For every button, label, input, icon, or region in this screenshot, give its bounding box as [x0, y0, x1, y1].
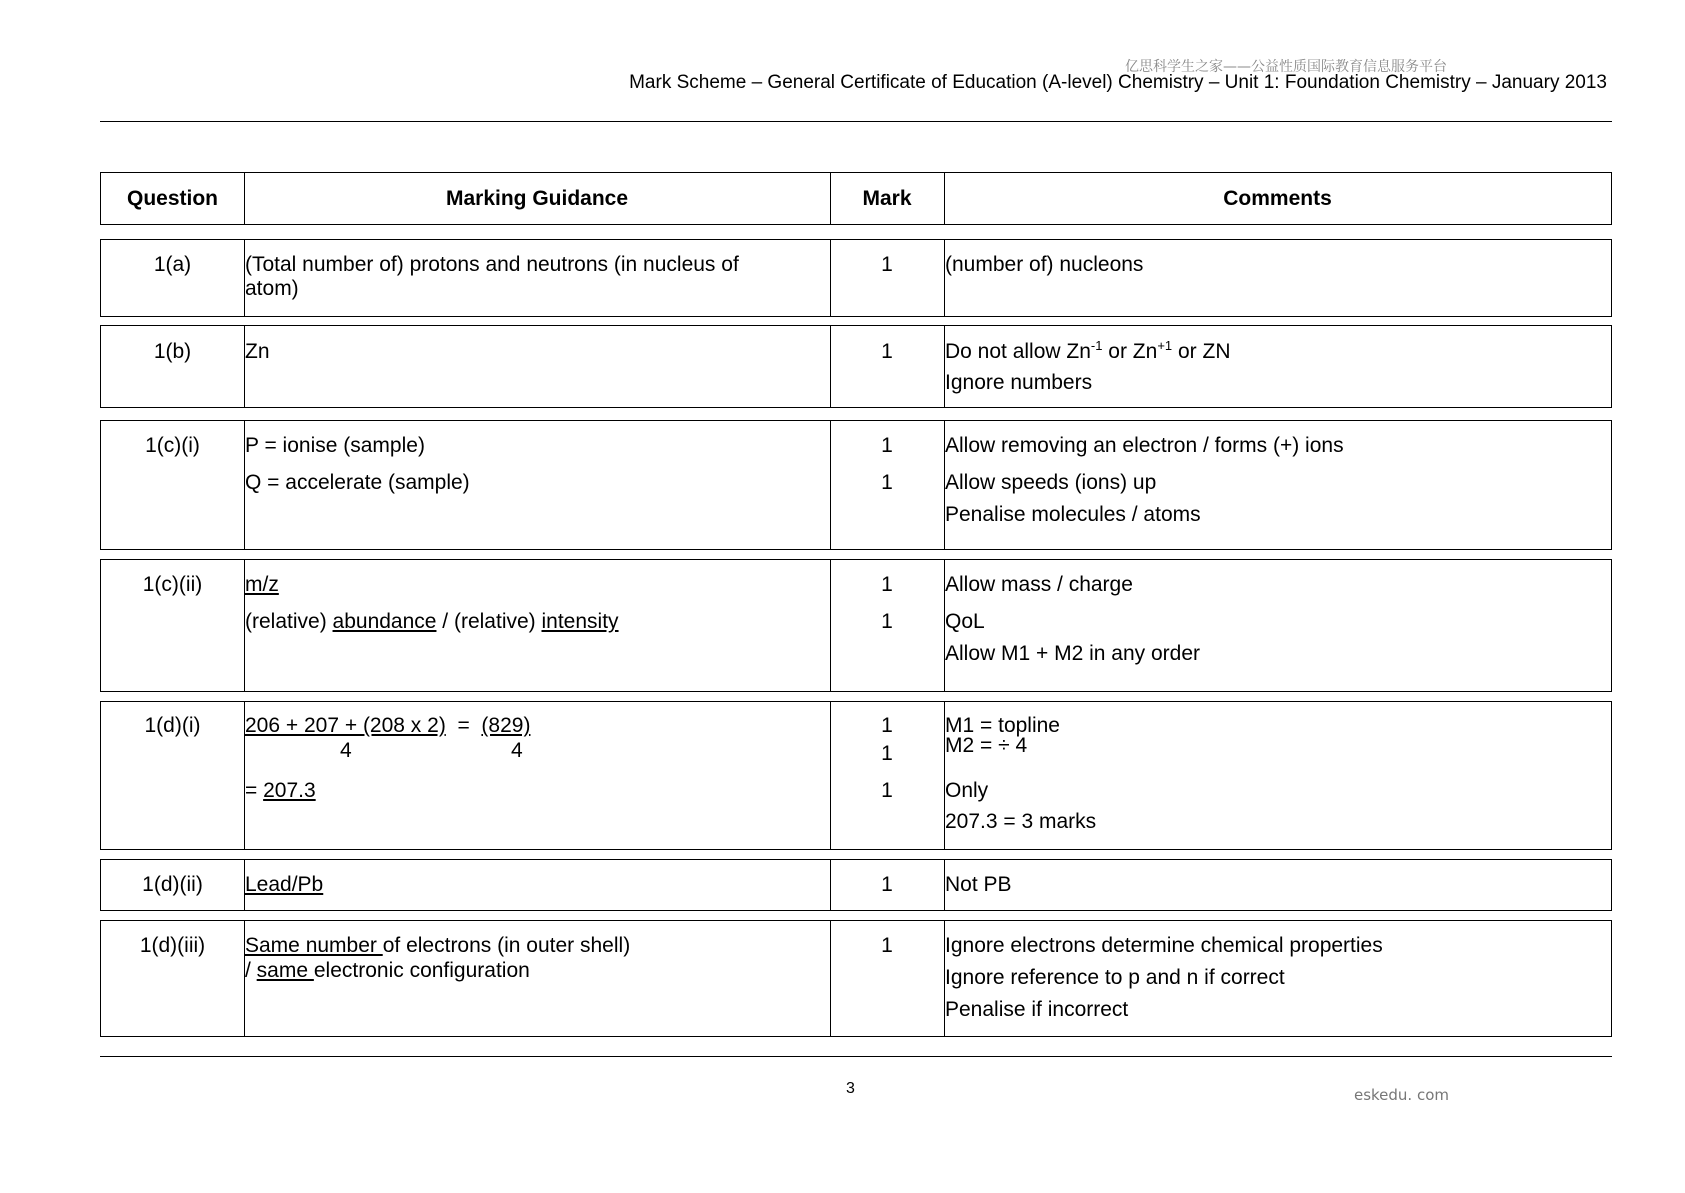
column-header-question: Question — [101, 173, 245, 224]
mark-value: 1 — [881, 573, 893, 596]
mark-value: 1 — [881, 779, 893, 802]
comment-line: QoL — [945, 610, 985, 633]
guidance-line: Q = accelerate (sample) — [245, 471, 470, 494]
footer-rule — [100, 1056, 1612, 1057]
fraction-denominator: 4 — [511, 739, 523, 762]
mark-value: 1 — [881, 934, 893, 957]
table-row — [100, 859, 1612, 911]
comment-line: Not PB — [945, 873, 1012, 896]
mark-value: 1 — [881, 253, 893, 276]
guidance-line: Same number of electrons (in outer shell) — [245, 934, 631, 957]
question-number: 1(d)(iii) — [139, 934, 206, 957]
comment-line: Ignore electrons determine chemical properties — [945, 934, 1383, 957]
guidance-line: / same electronic configuration — [245, 959, 530, 982]
comment-line: Ignore numbers — [945, 371, 1093, 394]
column-header-comments: Comments — [1223, 186, 1332, 210]
superscript: -1 — [1090, 338, 1103, 353]
comment-line: Do not allow $Zn^{-1}$ or $Zn^{+1}$ or ZN — [945, 338, 1231, 363]
comment-line: M2 = ÷ 4 — [945, 734, 1028, 757]
fraction-denominator: 4 — [340, 739, 352, 762]
table-row — [100, 701, 1612, 850]
mark-value: 1 — [881, 434, 893, 457]
mark-value: 1 — [881, 471, 893, 494]
question-number: 1(c)(i) — [145, 434, 200, 457]
mark-value: 1 — [881, 340, 893, 363]
table-row — [100, 325, 1612, 408]
guidance-line: P = ionise (sample) — [245, 434, 425, 457]
comment-line: Allow M1 + M2 in any order — [945, 642, 1201, 665]
table-row — [100, 420, 1612, 550]
question-number: 1(d)(ii) — [142, 873, 203, 896]
guidance-line: Lead/Pb — [245, 873, 324, 896]
guidance-line: (relative) abundance / (relative) intensity — [245, 610, 619, 633]
mark-value: 1 — [881, 610, 893, 633]
comment-line: Penalise if incorrect — [945, 998, 1129, 1021]
result-line: = 207.3 — [245, 779, 316, 802]
page-number: 3 — [846, 1080, 855, 1097]
mark-value: 1 — [881, 742, 893, 765]
guidance-line: m/z — [245, 573, 279, 596]
table-row — [100, 920, 1612, 1037]
watermark-text: 亿思科学生之家——公益性质国际教育信息服务平台 — [1125, 59, 1447, 75]
comment-line: 207.3 = 3 marks — [945, 810, 1097, 833]
comment-line: M1 = topline — [945, 714, 1060, 737]
table-row — [100, 239, 1612, 317]
comment-line: Allow mass / charge — [945, 573, 1133, 596]
question-number: 1(b) — [153, 340, 192, 363]
fraction-numerator: 206 + 207 + (208 x 2) = (829) — [245, 714, 531, 737]
mark-value: 1 — [881, 873, 893, 896]
table-header-row — [100, 172, 1612, 225]
header-rule — [100, 121, 1612, 122]
comment-line: Ignore reference to p and n if correct — [945, 966, 1285, 989]
question-number: 1(c)(ii) — [142, 573, 203, 596]
superscript: +1 — [1157, 338, 1173, 353]
comment-line: Only — [945, 779, 989, 802]
page-header-title: Mark Scheme – General Certificate of Education (A-level) Chemistry – Unit 1: Foundation Chemistry – January 2013 — [629, 72, 1607, 93]
comment-line: Penalise molecules / atoms — [945, 503, 1201, 526]
guidance-line: atom) — [245, 277, 299, 300]
question-number: 1(a) — [153, 253, 192, 276]
mark-value: 1 — [881, 714, 893, 737]
guidance-line: (Total number of) protons and neutrons (in nucleus of — [245, 253, 739, 276]
comment-line: Allow removing an electron / forms (+) ions — [945, 434, 1344, 457]
comment-line: Allow speeds (ions) up — [945, 471, 1157, 494]
table-row — [100, 559, 1612, 692]
footer-site-text: eskedu. com — [1353, 1086, 1449, 1104]
guidance-line: Zn — [245, 340, 270, 363]
column-header-guidance: Marking Guidance — [244, 173, 831, 224]
question-number: 1(d)(i) — [144, 714, 201, 737]
comment-line: (number of) nucleons — [945, 253, 1144, 276]
column-header-mark: Mark — [830, 173, 945, 224]
